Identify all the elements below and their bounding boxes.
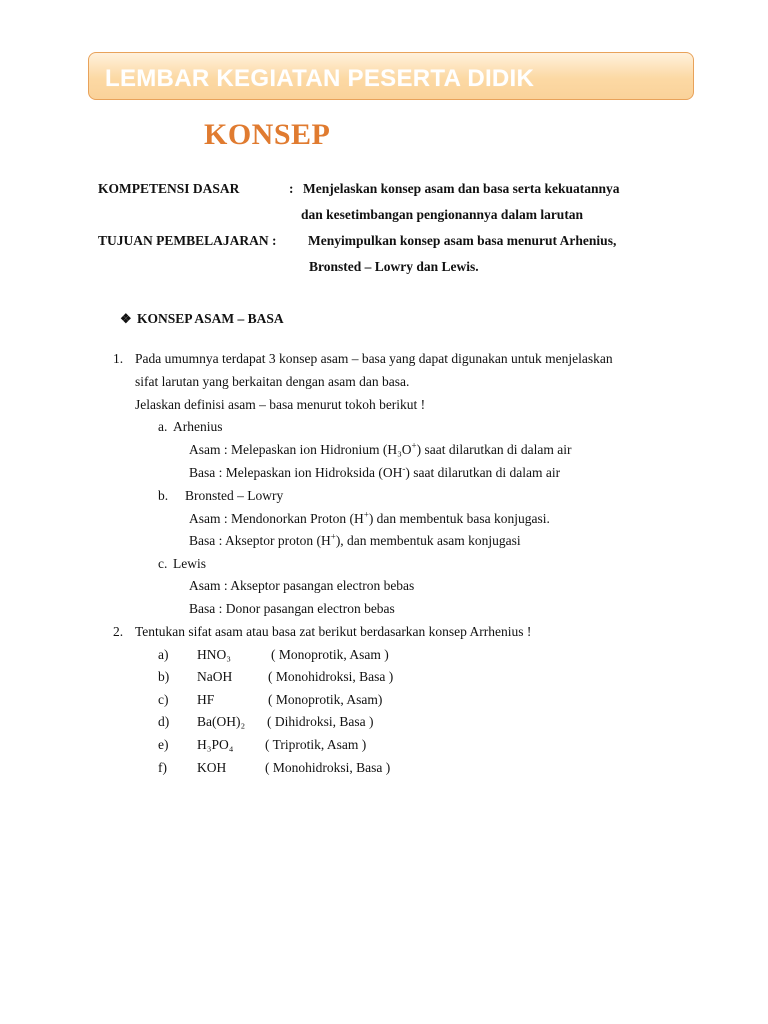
q2-item-answer: ( Triprotik, Asam ) (265, 737, 367, 752)
q2-item-answer: ( Monohidroksi, Basa ) (265, 760, 391, 775)
q1-c-asam: Asam : Akseptor pasangan electron bebas (189, 578, 415, 593)
section-heading (120, 311, 284, 327)
q1-a-label: a. (158, 419, 168, 434)
q2-item-label: e) (158, 737, 169, 752)
q1-b-name: Bronsted – Lowry (185, 488, 284, 503)
objective-label: TUJUAN PEMBELAJARAN : (98, 233, 277, 248)
diamond-bullet-icon: ❖ (120, 311, 132, 326)
q2-item-formula: Ba(OH)₂ (197, 714, 246, 729)
worksheet-banner (88, 52, 694, 100)
q1-b-basa: Basa : Akseptor proton (H+), dan membentuk asam konjugasi (189, 531, 521, 548)
q1-c-basa: Basa : Donor pasangan electron bebas (189, 601, 395, 616)
q2-number: 2. (113, 624, 124, 639)
q1-a-basa: Basa : Melepaskan ion Hidroksida (OH-) saat dilarutkan di dalam air (189, 463, 561, 480)
q2-item-answer: ( Monoprotik, Asam) (268, 692, 383, 707)
q2-item-formula: NaOH (197, 669, 233, 684)
q1-a-name: Arhenius (173, 419, 223, 434)
competency-line-2: dan kesetimbangan pengionannya dalam larutan (301, 207, 584, 222)
q2-item-formula: KOH (197, 760, 227, 775)
banner-title: LEMBAR KEGIATAN PESERTA DIDIK (105, 65, 535, 92)
q2-item-formula: H₃PO₄ (197, 737, 234, 752)
q2-item-label: c) (158, 692, 169, 707)
competency-label: KOMPETENSI DASAR (98, 181, 240, 196)
q1-line-3: Jelaskan definisi asam – basa menurut tokoh berikut ! (135, 397, 426, 412)
q1-c-label: c. (158, 556, 168, 571)
q1-c-name: Lewis (173, 556, 206, 571)
q2-item-label: b) (158, 669, 170, 684)
q2-item-formula: HNO₃ (197, 647, 231, 662)
q1-b-asam: Asam : Mendonorkan Proton (H+) dan membentuk basa konjugasi. (189, 509, 550, 526)
q2-item-label: d) (158, 714, 170, 729)
section-title: KONSEP ASAM – BASA (137, 311, 284, 326)
q1-a-asam: Asam : Melepaskan ion Hidronium (H₃O+) saat dilarutkan di dalam air (189, 440, 572, 457)
q2-item-formula: HF (197, 692, 215, 707)
q2-item-answer: ( Monohidroksi, Basa ) (268, 669, 394, 684)
page-title: KONSEP (204, 118, 331, 151)
objective-line-2: Bronsted – Lowry dan Lewis. (309, 259, 479, 274)
competency-line-1: Menjelaskan konsep asam dan basa serta kekuatannya (303, 181, 620, 196)
q2-item-label: a) (158, 647, 169, 662)
competency-colon: : (289, 181, 294, 196)
q1-line-2: sifat larutan yang berkaitan dengan asam dan basa. (135, 374, 410, 389)
q1-b-label: b. (158, 488, 169, 503)
q2-item-answer: ( Monoprotik, Asam ) (271, 647, 389, 662)
q2-item-label: f) (158, 760, 167, 775)
q2-item-answer: ( Dihidroksi, Basa ) (267, 714, 374, 729)
q2-prompt: Tentukan sifat asam atau basa zat berikut berdasarkan konsep Arrhenius ! (135, 624, 532, 639)
objective-line-1: Menyimpulkan konsep asam basa menurut Arhenius, (308, 233, 617, 248)
q1-number: 1. (113, 351, 124, 366)
q1-line-1: Pada umumnya terdapat 3 konsep asam – basa yang dapat digunakan untuk menjelaskan (135, 351, 613, 366)
